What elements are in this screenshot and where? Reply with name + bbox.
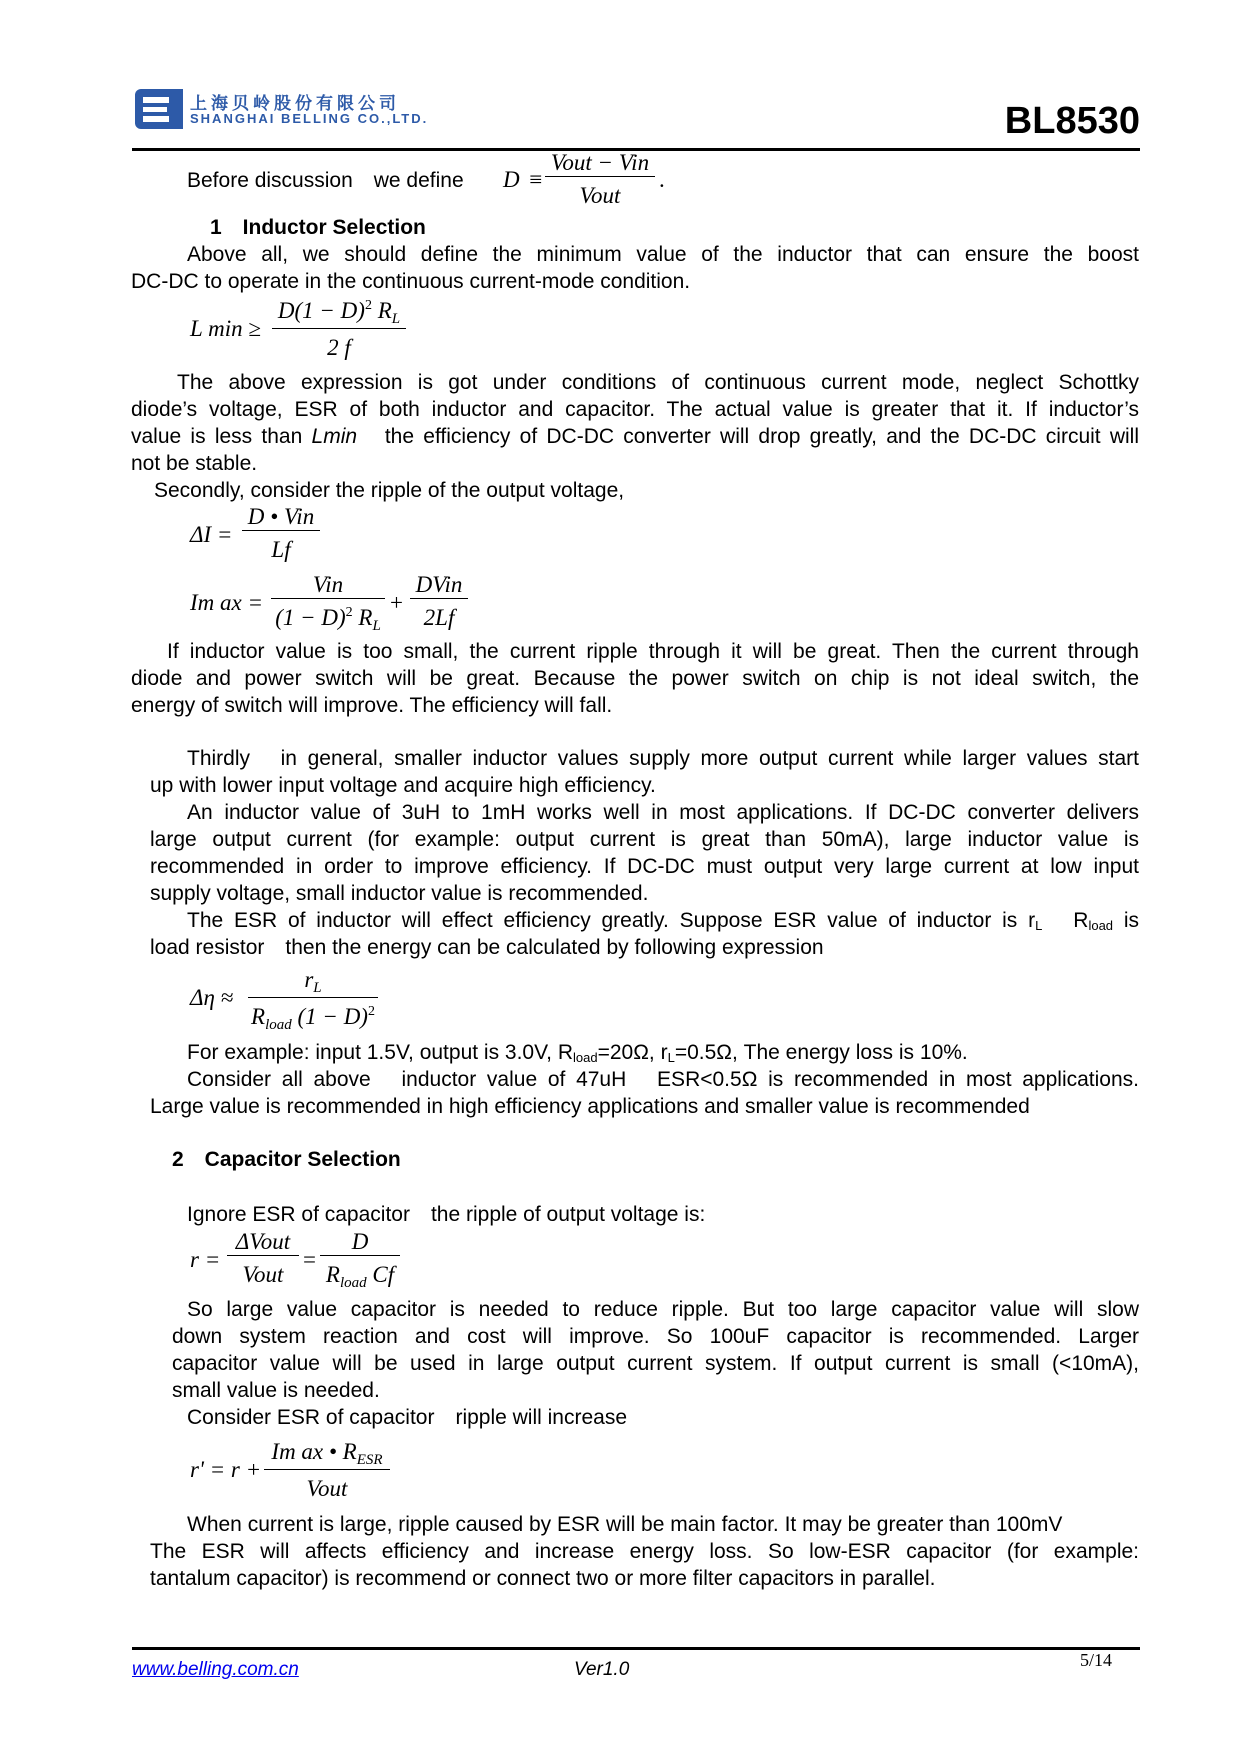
d-numerator: Vout − Vin	[550, 150, 650, 175]
intro-text: Before discussion we define	[187, 169, 464, 192]
imax-numerator-1: Vin	[312, 572, 344, 597]
paragraph-line: tantalum capacitor) is recommend or connect two or more filter capacitors in parallel.	[150, 1567, 936, 1590]
formula-d-definition	[503, 167, 542, 193]
paragraph-low-esr	[150, 1511, 1139, 1592]
paragraph-line: If inductor value is too small, the current ripple through it will be great. Then the current through	[167, 640, 1139, 663]
paragraph-line: When current is large, ripple caused by ESR will be main factor. It may be greater than 100mV	[187, 1513, 1063, 1536]
imax-fraction-1	[271, 572, 385, 635]
delta-eta-fraction	[248, 967, 378, 1034]
paragraph-line: capacitor value will be used in large output current system. If output current is small (<10mA),	[172, 1352, 1139, 1375]
consider-esr-text: Consider ESR of capacitor ripple will increase	[187, 1406, 628, 1429]
paragraph-line: value is less than Lmin the efficiency of DC-DC converter will drop greatly, and the DC-DC circuit will	[131, 425, 1140, 448]
paragraph-line: not be stable.	[131, 452, 258, 475]
model-number: BL8530	[1004, 100, 1140, 142]
paragraph-line: up with lower input voltage and acquire high efficiency.	[150, 774, 656, 797]
lmin-fraction	[272, 298, 406, 361]
ripple-fraction-2	[320, 1229, 400, 1292]
ripple-esr-fraction	[264, 1439, 390, 1502]
equiv-symbol: ≡	[529, 167, 543, 192]
page-number: 5/14	[1080, 1650, 1113, 1670]
ripple-numerator-2: D	[351, 1229, 369, 1254]
imax-denominator-2: 2Lf	[423, 605, 455, 630]
paragraph-small-inductor	[131, 638, 1139, 719]
fraction-bar	[272, 328, 406, 329]
paragraph-thirdly	[150, 745, 1139, 799]
fraction-bar	[242, 530, 320, 531]
paragraph-esr-inductor	[150, 907, 1139, 961]
energy-loss-example: For example: input 1.5V, output is 3.0V, $R_{load}=20\Omega$, $r_L=0.5\Omega$, The energy loss is 10%.	[187, 1041, 968, 1065]
fraction-bar	[227, 1255, 299, 1256]
delta-eta-denominator: $R_{load}$ $(1 - D)^2$	[251, 1004, 375, 1033]
paragraph-inductor-summary	[150, 1066, 1139, 1120]
belling-logo-icon	[133, 86, 185, 132]
period: .	[659, 167, 665, 192]
plus-sign: +	[390, 590, 403, 615]
paragraph-line: The above expression is got under conditions of continuous current mode, neglect Schottky	[177, 371, 1139, 394]
d-denominator: Vout	[579, 183, 621, 208]
ripple-esr-denominator: Vout	[306, 1476, 348, 1501]
paragraph-line: An inductor value of 3uH to 1mH works well in most applications. If DC-DC converter delivers	[187, 801, 1139, 824]
delta-i-fraction	[242, 504, 320, 563]
delta-i-lhs: ΔI =	[190, 522, 233, 547]
section-heading-capacitor: 2 Capacitor Selection	[172, 1148, 401, 1171]
version-label: Ver1.0	[574, 1659, 630, 1680]
paragraph-capacitor-value	[172, 1296, 1139, 1404]
delta-i-denominator: Lf	[271, 537, 291, 562]
lmin-numerator: $D(1 - D)^2$ $R_L$	[277, 298, 401, 327]
ripple-esr-lhs: r' = r +	[190, 1457, 262, 1482]
paragraph-intro	[131, 241, 1139, 295]
lmin-lhs: L min ≥	[190, 316, 261, 341]
paragraph-line: down system reaction and cost will improve. So 100uF capacitor is recommended. Larger	[172, 1325, 1139, 1348]
paragraph-line: load resistor then the energy can be calculated by following expression	[150, 936, 824, 959]
d-fraction	[545, 150, 655, 209]
ripple-denominator-2: $R_{load}$ Cf	[325, 1262, 395, 1291]
imax-fraction-2	[410, 572, 468, 631]
fraction-bar	[248, 997, 378, 998]
company-name-english: SHANGHAI BELLING CO.,LTD.	[190, 111, 429, 126]
paragraph-line: energy of switch will improve. The efficiency will fall.	[131, 694, 613, 717]
lmin-denominator: 2 f	[327, 335, 351, 360]
paragraph-line: diode and power switch will be great. Because the power switch on chip is not ideal switch, the	[131, 667, 1139, 690]
website-link[interactable]: www.belling.com.cn	[132, 1659, 299, 1680]
paragraph-line: Above all, we should define the minimum value of the inductor that can ensure the boost	[187, 243, 1139, 266]
paragraph-line: Thirdly in general, smaller inductor values supply more output current while larger values start	[187, 747, 1139, 770]
equals-sign: =	[303, 1247, 316, 1272]
fraction-bar	[264, 1469, 390, 1470]
d-symbol: D	[503, 167, 520, 192]
paragraph-inductor-values	[150, 799, 1139, 907]
fraction-bar	[320, 1255, 400, 1256]
paragraph-line: supply voltage, small inductor value is recommended.	[150, 882, 649, 905]
paragraph-line: Large value is recommended in high efficiency applications and smaller value is recommended	[150, 1095, 1030, 1118]
paragraph-line: DC-DC to operate in the continuous current-mode condition.	[131, 270, 691, 293]
imax-denominator-1: $(1 - D)^2$ $R_L$	[275, 605, 381, 634]
paragraph-line: The ESR of inductor will effect efficiency greatly. Suppose ESR value of inductor is $r_L$ $R_{load}$ is	[187, 909, 1139, 933]
imax-numerator-2: DVin	[415, 572, 463, 597]
fraction-bar	[545, 176, 655, 177]
imax-lhs: Im ax =	[190, 590, 263, 615]
footer-rule	[132, 1647, 1140, 1650]
section-heading-inductor: 1 Inductor Selection	[210, 216, 426, 239]
ripple-fraction-1	[227, 1229, 299, 1288]
paragraph-line: small value is needed.	[172, 1379, 380, 1402]
ripple-numerator-1: ΔVout	[235, 1229, 291, 1254]
ripple-lhs: r =	[190, 1247, 221, 1272]
ripple-esr-numerator: Im ax • $R_{ESR}$	[271, 1439, 383, 1468]
paragraph-line: large output current (for example: output current is great than 50mA), large inductor value is	[150, 828, 1139, 851]
delta-eta-numerator: $r_L$	[304, 967, 322, 996]
paragraph-line: Consider all above inductor value of 47uH ESR<0.5Ω is recommended in most applications.	[187, 1068, 1139, 1091]
delta-i-numerator: D • Vin	[247, 504, 315, 529]
paragraph-line: So large value capacitor is needed to reduce ripple. But too large capacitor value will slow	[187, 1298, 1139, 1321]
ripple-denominator-1: Vout	[242, 1262, 284, 1287]
paragraph-line: The ESR will affects efficiency and increase energy loss. So low-ESR capacitor (for example:	[150, 1540, 1139, 1563]
fraction-bar	[410, 598, 468, 599]
fraction-bar	[271, 598, 385, 599]
delta-eta-lhs: Δη ≈	[190, 985, 234, 1010]
ripple-intro: Secondly, consider the ripple of the output voltage,	[154, 479, 625, 502]
paragraph-line: recommended in order to improve efficiency. If DC-DC must output very large current at low input	[150, 855, 1139, 878]
paragraph-line: diode’s voltage, ESR of both inductor and capacitor. The actual value is greater that it. If inductor’s	[131, 398, 1139, 421]
company-logo	[133, 86, 493, 134]
paragraph-lmin-conditions	[131, 369, 1139, 477]
company-name-chinese: 上海贝岭股份有限公司	[190, 94, 400, 114]
ignore-esr-text: Ignore ESR of capacitor the ripple of output voltage is:	[187, 1203, 706, 1226]
